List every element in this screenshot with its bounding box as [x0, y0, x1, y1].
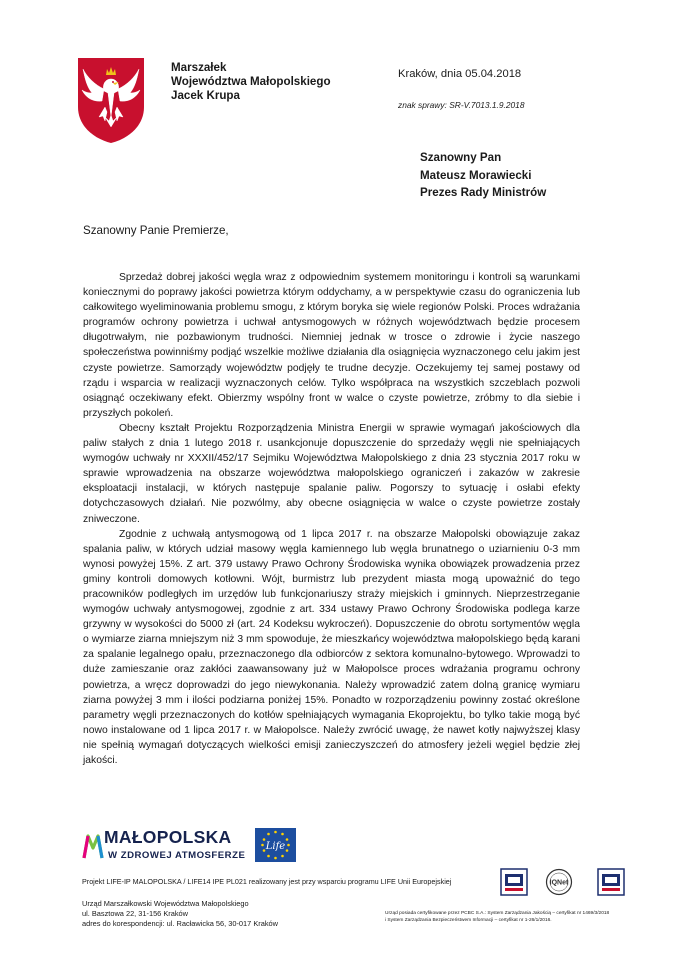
paragraph-1: Sprzedaż dobrej jakości węgla wraz z odpowiednim systemem monitoringu i kontroli są warunkami koniecznymi do poprawy jakości powietrza którym oddychamy, a w perspektywie czasu do ograniczenia lub całkowitego wyeliminowania problemu smogu, z którym boryka się wiele regionów Polski. Proces wdrażania programów ochrony powietrza i uchwał antysmogowych w różnych województwach będzie procesem długotrwałym, nie pozbawionym trudności. Niemniej jednak w trosce o zdrowie i życie naszego społeczeństwa powinniśmy podjąć wszelkie możliwe działania dla osiągnięcia wyznaczonego celu jakim jest czyste powietrze. Samorządy województw podjęły te trudne decyzje. Oczekujemy tej samej postawy od rządu i wsparcia w realizacji wyznaczonych celów. Tylko współpraca na wszystkich szczeblach pozwoli osiągnąć oczekiwany efekt. Obierzmy wspólny front w walce o czyste powietrze, zróbmy to dla siebie i przyszłych pokoleń. [83, 272, 580, 419]
pcbc-quality-badge-icon [500, 868, 528, 896]
recipient-greeting: Szanowny Pan [420, 151, 502, 164]
malopolska-title: MAŁOPOLSKA [104, 827, 232, 847]
paragraph-3: Zgodnie z uchwałą antysmogową od 1 lipca 2017 r. na obszarze Małopolski obowiązuje zakaz spalania paliw, w których udział masowy węgla kamiennego lub węgla brunatnego o uziarnieniu 0-3 mm wynosi powyżej 15%. Z art. 379 ustawy Prawo Ochrony Środowiska wynika obowiązek prowadzenia przez gminy kontroli domowych kotłowni. Wójt, burmistrz lub prezydent miasta mogą upoważnić do tego pracowników podległych im urzędów lub funkcjonariuszy straży miejskich i gminnych. Nieprzestrzeganie wymogów uchwały antysmogowej, zgodnie z art. 334 ustawy Prawo Ochrony Środowiska podlega karze grzywny w wysokości do 5000 zł (art. 24 Kodeksu wykroczeń). Dopuszczenie do obrotu sortymentów węgla o wymiarze ziarna mniejszym niż 3 mm spowoduje, że mieszkańcy województwa małopolskiego będą karani za spalanie legalnego opału, przeznaczonego dla odbiorców z sektora komunalno-bytowego. Wprowadzi to duże zamieszanie oraz zakłóci zaawansowany już w Małopolsce proces wdrażania programu ochrony powietrza, a wręcz doprowadzi do jego niewykonania. Należy wprowadzić zatem dolną granicę wymiaru ziarna powyżej 3 mm i ilości podziarna poniżej 15%. Ponadto w rozporządzeniu powinny zostać określone parametry węgli przeznaczonych do kotłów spełniających wymagania Ekoprojektu, bo tylko takie mogą być nowo instalowane od 1 lipca 2017 r. w Małopolsce. Należy zwrócić uwagę, że nawet kotły najwyższej klasy nie spełnią wymagań dotyczących wielkości emisji zanieczyszczeń do atmosfery jeżeli węgiel będzie złej jakości. [83, 528, 580, 766]
eu-stars-icon [255, 828, 296, 862]
project-note: Projekt LIFE-IP MALOPOLSKA / LIFE14 IPE PL021 realizowany jest przy wsparciu programu LIFE Unii Europejskiej [82, 877, 452, 886]
pcbc-security-badge-icon [597, 868, 625, 896]
sender-block [171, 61, 331, 103]
salutation: Szanowny Panie Premierze, [83, 224, 229, 237]
letter-body [83, 270, 580, 768]
paragraph-2: Obecny kształt Projektu Rozporządzenia Ministra Energii w sprawie wymagań jakościowych dla paliw stałych z dnia 1 lutego 2018 r. usankcjonuje dopuszczenie do sprzedaży węgli nie spełniających wymogów uchwały nr XXXII/452/17 Sejmiku Województwa Małopolskiego z dnia 23 stycznia 2017 roku w sprawie wprowadzenia na obszarze województwa małopolskiego ograniczeń i zakazów w zakresie eksploatacji instalacji, w których następuje spalanie paliw. Pogorszy to sytuację i osłabi efekty dotychczasowych działań. Nie pozwólmy, aby obecne osiągnięcia w walce o czyste powietrze zostały zniweczone. [83, 422, 580, 525]
sender-title: Marszałek [171, 61, 227, 74]
office-address [82, 899, 278, 930]
iqnet-badge-label: IQNet [549, 879, 569, 887]
sender-office: Województwa Małopolskiego [171, 75, 331, 88]
life-text: Life [265, 841, 286, 852]
cert-line-2: i System Zarządzania Bezpieczeństwem Informacji – certyfikat nr 1-26/1/2016. [385, 917, 552, 923]
recipient-title: Prezes Rady Ministrów [420, 186, 547, 199]
letter-date: Kraków, dnia 05.04.2018 [398, 68, 522, 80]
cert-line-1: Urząd posiada certyfikowane przez PCBC S.A.: System Zarządzania Jakością – certyfikat nr 1469/3/2018 [385, 911, 610, 916]
certification-note [385, 911, 609, 924]
malopolska-logo [82, 826, 252, 868]
iqnet-badge-icon [545, 868, 573, 896]
malopolska-m-icon [82, 828, 104, 868]
coat-of-arms-logo [75, 55, 147, 145]
recipient-name: Mateusz Morawiecki [420, 168, 532, 182]
office-correspondence: adres do korespondencji: ul. Racławicka 56, 30-017 Kraków [82, 919, 278, 929]
sender-name: Jacek Krupa [171, 89, 240, 102]
malopolska-subtitle: W ZDROWEJ ATMOSFERZE [108, 850, 246, 861]
reference-number: znak sprawy: SR-V.7013.1.9.2018 [398, 100, 525, 110]
office-name: Urząd Marszałkowski Województwa Małopolskiego [82, 899, 249, 908]
office-street: ul. Basztowa 22, 31-156 Kraków [82, 909, 188, 919]
eu-life-logo [255, 828, 296, 862]
recipient-block [420, 149, 546, 202]
